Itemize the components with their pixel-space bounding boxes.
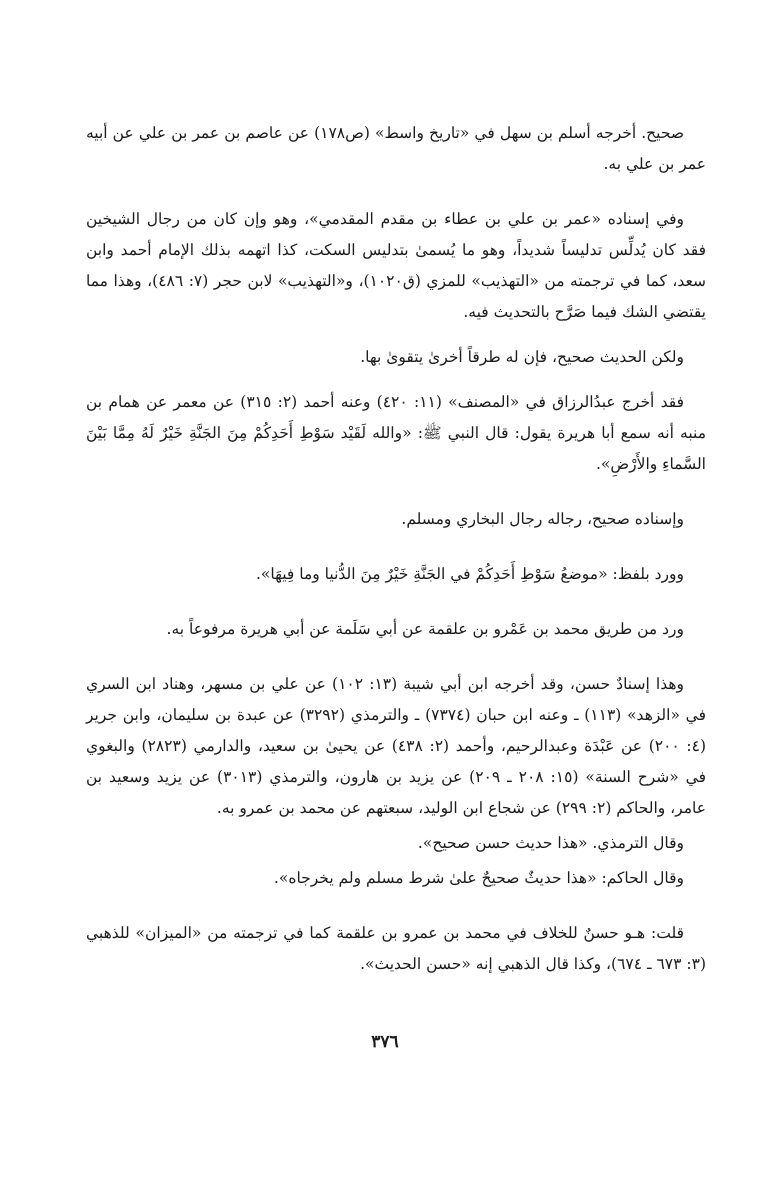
paragraph-8: وهذا إسنادٌ حسن، وقد أخرجه ابن أبي شيبة (١٣: ١٠٢) عن علي بن مسهر، وهناد ابن السري في «الزهد» (١١٣) ـ وعنه ابن حبان (٧٣٧٤) ـ والترمذي (٣٢٩٢) عن عبدة بن سليمان، وابن جرير (٤: ٢٠٠) عن عَبْدَة وعبدالرحيم، وأحمد (٢: ٤٣٨) عن يحيىٰ بن سعيد، والدارمي (٢٨٢٣) والبغوي في «شرح السنة» (١٥: ٢٠٨ ـ ٢٠٩) عن يزيد بن هارون، والترمذي (٣٠١٣) عن يزيد وسعيد بن عامر، والحاكم (٢: ٢٩٩) عن شجاع ابن الوليد، سبعتهم عن محمد بن عمرو به. xyxy=(86,675,707,817)
paragraph-7: ورد من طريق محمد بن عَمْرو بن علقمة عن أبي سَلَمة عن أبي هريرة مرفوعاً به. xyxy=(166,620,684,638)
paragraph-3: ولكن الحديث صحيح، فإن له طرقاً أخرىٰ يتقوىٰ بها. xyxy=(360,348,684,366)
paragraph-1: صحيح. أخرجه أسلم بن سهل في «تاريخ واسط» (ص١٧٨) عن عاصم بن عمر بن علي عن أبيه عمر بن علي به. xyxy=(86,124,706,173)
page-body xyxy=(86,118,706,980)
page-number: ٣٧٦ xyxy=(371,1032,399,1052)
paragraph-6: وورد بلفظ: «موضعُ سَوْطِ أَحَدِكُمْ في الجَنَّةِ خَيْرٌ مِنَ الدُّنيا وما فِيهَا». xyxy=(255,565,684,583)
paragraph-9: وقال الترمذي. «هذا حديث حسن صحيح». xyxy=(417,834,684,852)
paragraph-2: وفي إسناده «عمر بن علي بن عطاء بن مقدم المقدمي»، وهو وإن كان من رجال الشيخين فقد كان يُدلِّس تدليساً شديداً، وهو ما يُسمىٰ بتدليس السكت، كذا اتهمه بذلك الإمام أحمد وابن سعد، كما في ترجمته من «التهذيب» للمزي (ق١٠٢٠)، و«التهذيب» لابن حجر (٧: ٤٨٦)، وهذا مما يقتضي الشك فيما صَرَّح بالتحديث فيه. xyxy=(86,210,707,321)
paragraph-4: فقد أخرج عبدُالرزاق في «المصنف» (١١: ٤٢٠) وعنه أحمد (٢: ٣١٥) عن معمر عن همام بن منبه أنه سمع أبا هريرة يقول: قال النبي ﷺ: «والله لَقَيْد سَوْطِ أَحَدِكُمْ مِنَ الجَنَّةِ خَيْرٌ لَهُ مِمَّا بَيْنَ السَّماءِ والأَرْضِ». xyxy=(86,393,706,473)
paragraph-11: قلت: هـو حسنٌ للخلاف في محمد بن عمرو بن علقمة كما في ترجمته من «الميزان» للذهبي (٣: ٦٧٣ ـ ٦٧٤)، وكذا قال الذهبي إنه «حسن الحديث». xyxy=(86,924,706,973)
paragraph-5: وإسناده صحيح، رجاله رجال البخاري ومسلم. xyxy=(401,510,684,528)
paragraph-10: وقال الحاكم: «هذا حديثٌ صحيحٌ علىٰ شرط مسلم ولم يخرجاه». xyxy=(273,869,684,887)
